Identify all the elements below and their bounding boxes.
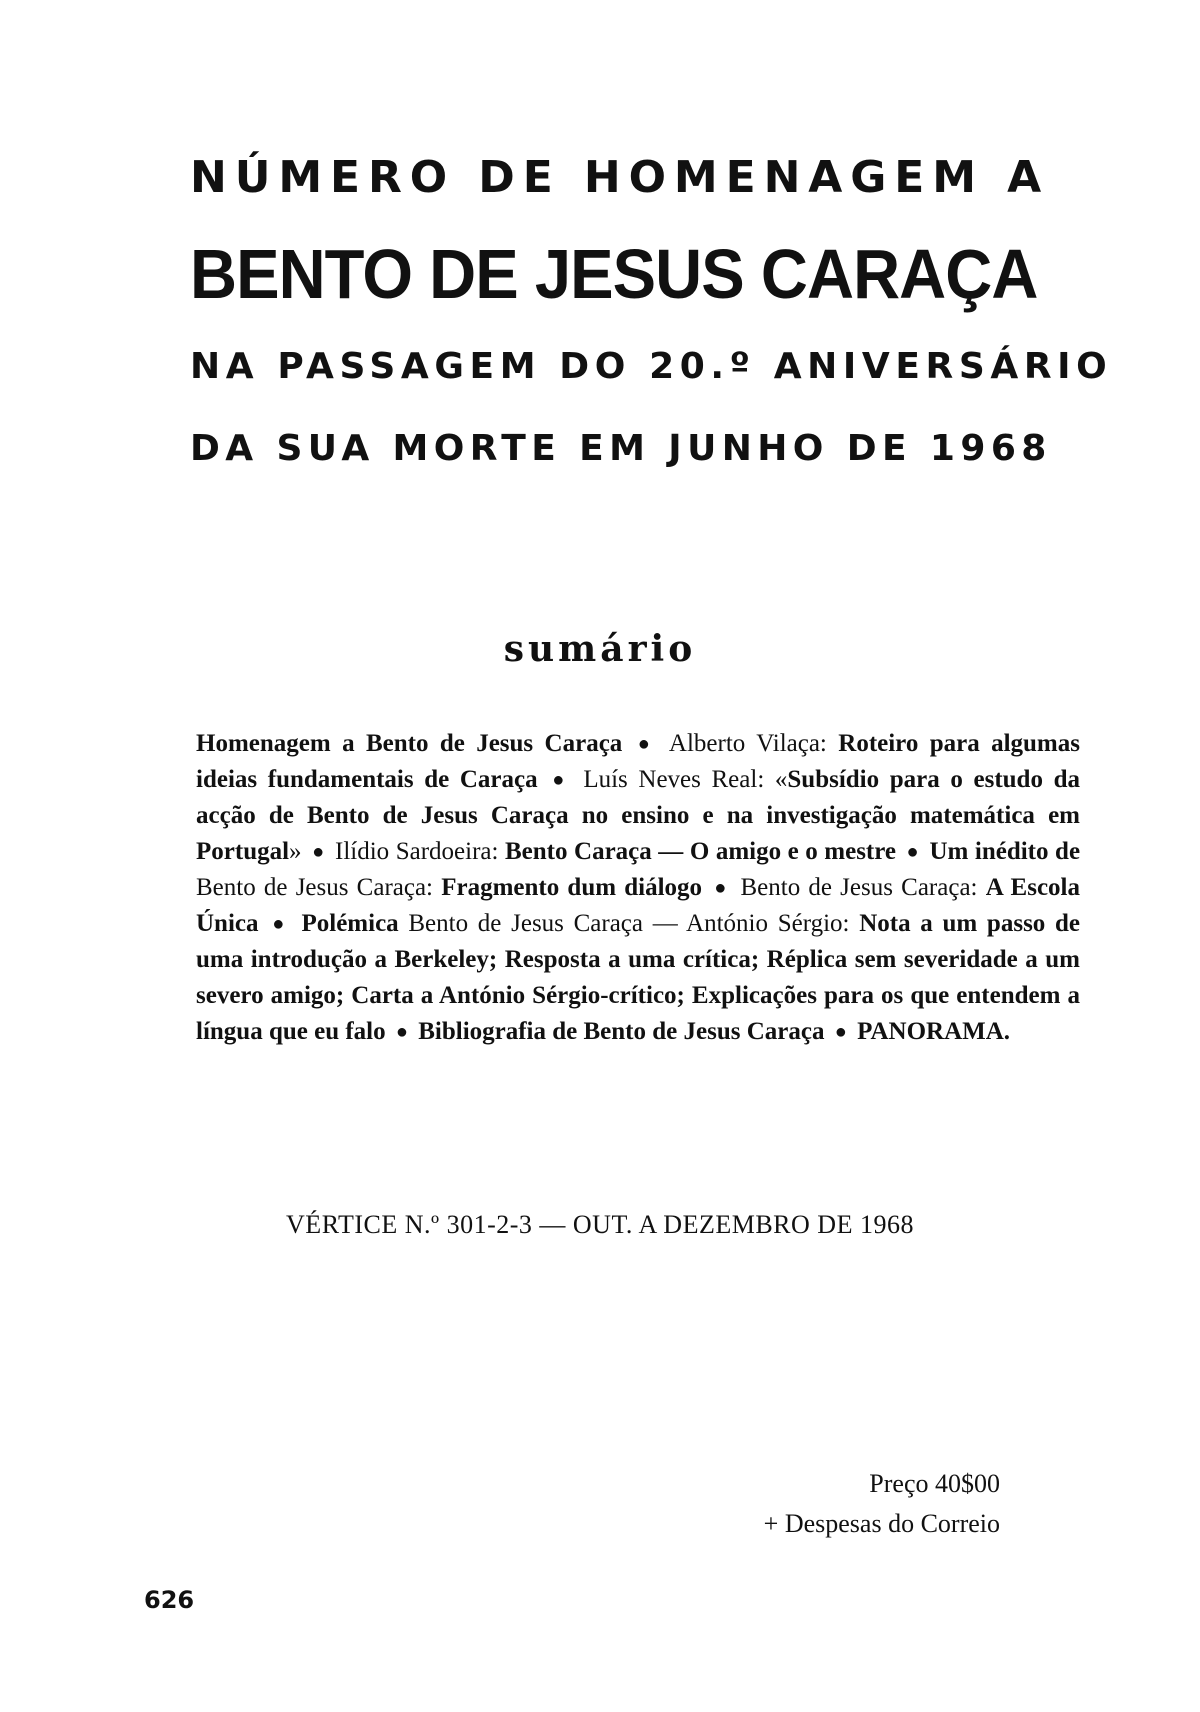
bullet-separator: ● — [637, 733, 655, 755]
bullet-separator: ● — [714, 877, 729, 899]
postage-line: + Despesas do Correio — [763, 1509, 1000, 1538]
issue-line: VÉRTICE N.º 301-2-3 — OUT. A DEZEMBRO DE 1968 — [286, 1210, 914, 1239]
summary-body — [196, 726, 1080, 1050]
summary-author-text: Bento de Jesus Caraça: — [196, 874, 442, 901]
bullet-separator: ● — [395, 1021, 408, 1043]
summary-entry — [418, 1018, 824, 1045]
summary-title-text: Nota a um passo de uma introdução a Berkeley; Resposta a uma crítica; Réplica sem severidade a um severo amigo; Carta a António Sérgio-crítico; Explicações para os que entendem a língua que eu falo — [196, 910, 1081, 1045]
summary-author-text: » — [289, 838, 302, 865]
summary-entry — [335, 838, 896, 865]
bullet-separator: ● — [312, 841, 325, 863]
bullet-separator: ● — [272, 913, 288, 935]
summary-author-text: Luís Neves Real: « — [583, 766, 788, 793]
summary-entry — [196, 730, 622, 757]
summary-title-text: Fragmento dum diálogo — [441, 874, 703, 901]
bullet-separator: ● — [834, 1021, 847, 1043]
summary-title-text: Um inédito de — [929, 838, 1081, 865]
page-number: 626 — [144, 1586, 195, 1614]
summary-author-text: Alberto Vilaça: — [668, 730, 839, 757]
summary-author-text: Bento de Jesus Caraça — António Sérgio: — [398, 910, 860, 937]
summary-title-text: Bibliografia de Bento de Jesus Caraça — [418, 1018, 825, 1045]
price-block — [764, 1464, 1000, 1544]
summary-title-text: PANORAMA. — [857, 1018, 1011, 1045]
headline-line-4: DA SUA MORTE EM JUNHO DE 1968 — [190, 428, 1052, 469]
bullet-separator: ● — [552, 769, 569, 791]
summary-title-text: A Escola Única — [196, 874, 1081, 937]
summary-title-text: Bento Caraça — O amigo e o mestre — [504, 838, 896, 865]
summary-title-text: Roteiro para algumas ideias fundamentais de Caraça — [196, 730, 1080, 793]
summary-heading: sumário — [503, 628, 697, 670]
headline-line-1: NÚMERO DE HOMENAGEM A — [190, 152, 1050, 203]
summary-author-text: Bento de Jesus Caraça: — [740, 874, 986, 901]
summary-title-text: Homenagem a Bento de Jesus Caraça — [196, 730, 623, 757]
bullet-separator: ● — [906, 841, 919, 863]
summary-title-text: Subsídio para o estudo da acção de Bento de Jesus Caraça no ensino e na investigação matemática em Portugal — [196, 766, 1080, 865]
summary-title-text: Polémica — [301, 910, 399, 937]
summary-author-text: Ilídio Sardoeira: — [335, 838, 505, 865]
headline-line-3: NA PASSAGEM DO 20.º ANIVERSÁRIO — [190, 346, 1113, 387]
summary-entry — [857, 1018, 1010, 1045]
headline-name: BENTO DE JESUS CARAÇA — [190, 235, 1038, 313]
price-line: Preço 40$00 — [869, 1469, 1000, 1498]
